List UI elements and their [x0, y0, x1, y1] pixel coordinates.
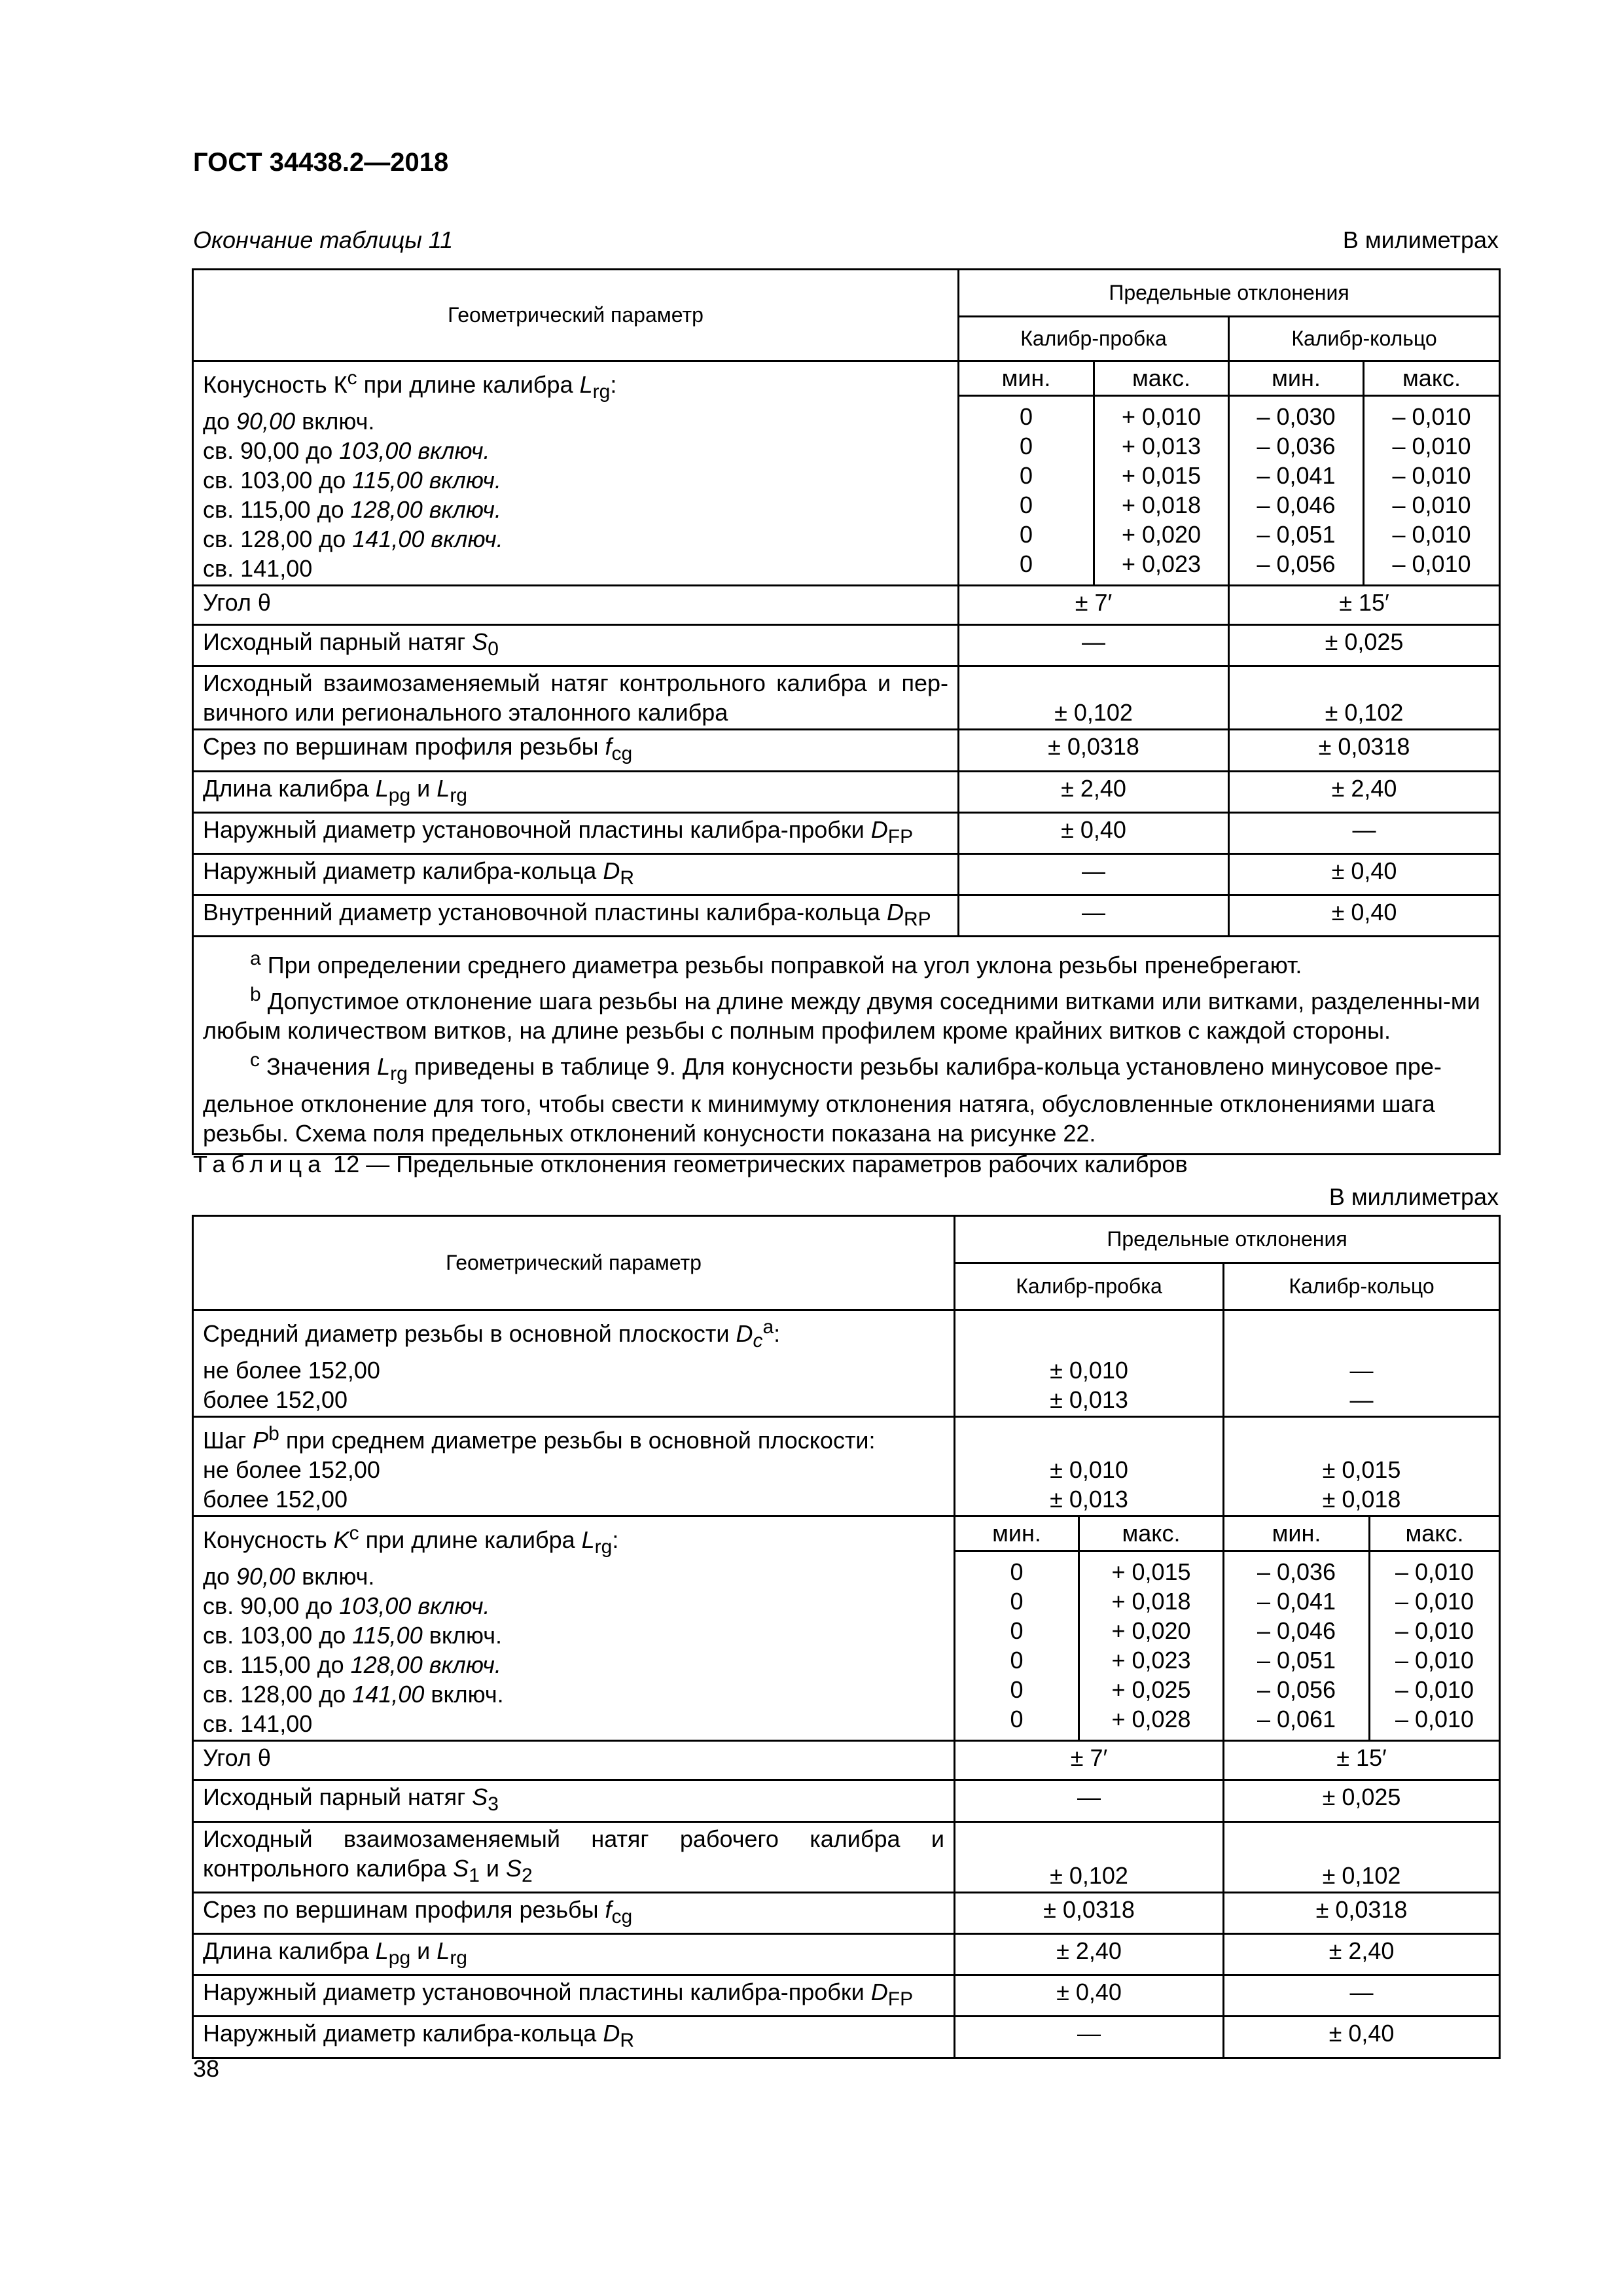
table11-units: В милиметрах: [1342, 226, 1499, 253]
row-dfp-plug: ± 0,40: [959, 812, 1229, 853]
header-ring-max: макс.: [1364, 361, 1500, 396]
taper-value: + 0,015: [1121, 462, 1202, 490]
page-number: 38: [193, 2055, 220, 2082]
taper-range-item: св. 103,00 до 115,00 включ.: [203, 467, 501, 494]
t12-pitch-label: Шаг $P^b$ при среднем диаметре резьбы в основной плоскости: не более 152,00 более 152,00: [193, 1417, 955, 1516]
taper-value: – 0,046: [1257, 492, 1336, 519]
interchange-word: рабочего: [679, 1825, 779, 1852]
table11-caption: Окончание таблицы 11: [193, 226, 454, 253]
taper-value: + 0,020: [1111, 1617, 1191, 1645]
taper-value: – 0,036: [1257, 433, 1336, 460]
taper-value: + 0,028: [1111, 1706, 1191, 1733]
t12-row-interchange-label: Исходный взаимозаменяемый натяг рабочего калибра и контрольного калибра $S_1$ и $S_2$: [193, 1821, 955, 1892]
table11-footnotes: [193, 937, 1500, 1154]
row-angle-ring: ± 15′: [1229, 586, 1500, 625]
taper-value: + 0,025: [1111, 1676, 1191, 1704]
taper-value: – 0,010: [1392, 550, 1471, 578]
taper-value: 0: [1019, 550, 1033, 578]
row-dr-plug: —: [959, 853, 1229, 895]
t12-taper-ring-min: [1224, 1551, 1370, 1741]
taper-plug-min: [959, 396, 1094, 586]
taper-value: – 0,056: [1257, 550, 1336, 578]
taper-label-cell: [193, 361, 959, 586]
row-angle-plug: ± 7′: [959, 586, 1229, 625]
t12-pitch-ring: ± 0,015 ± 0,018: [1224, 1417, 1500, 1516]
table12: [192, 1215, 1501, 2059]
t12-pitch-diameter-label: Средний диаметр резьбы в основной плоскости $D_c^a$: не более 152,00 более 152,00: [193, 1310, 955, 1417]
t12-header-ring-min: мин.: [1224, 1516, 1370, 1551]
t12-header-plug-max: макс.: [1079, 1516, 1224, 1551]
taper-value: – 0,010: [1395, 1558, 1474, 1586]
header-ring: Калибр-кольцо: [1229, 317, 1500, 361]
taper-value: + 0,010: [1121, 403, 1202, 431]
taper-value: – 0,010: [1395, 1676, 1474, 1704]
taper-value: 0: [1010, 1647, 1024, 1674]
taper-value: – 0,010: [1395, 1617, 1474, 1645]
interchange-word: Исходный: [203, 1825, 313, 1852]
taper-value: – 0,010: [1392, 403, 1471, 431]
taper-range-item: св. 90,00 до 103,00 включ.: [203, 1592, 490, 1620]
taper-plug-max: [1094, 396, 1229, 586]
taper-range-item: до 90,00 включ.: [203, 408, 375, 435]
t12-row-length-plug: ± 2,40: [955, 1933, 1224, 1975]
t12-header-limits: Предельные отклонения: [955, 1216, 1500, 1263]
row-dfp-label: Наружный диаметр установочной пластины калибра-пробки $D_{FP}$: [193, 812, 959, 853]
t12-row-fcg-ring: ± 0,0318: [1224, 1892, 1500, 1933]
t12-row-dfp-plug: ± 0,40: [955, 1975, 1224, 2017]
interchange-word: и: [931, 1825, 944, 1852]
taper-value: 0: [1010, 1706, 1024, 1733]
t12-row-interchange-plug: ± 0,102: [955, 1821, 1224, 1892]
t12-header-ring-max: макс.: [1370, 1516, 1500, 1551]
t12-header-ring: Калибр-кольцо: [1224, 1263, 1500, 1310]
taper-value: – 0,010: [1395, 1647, 1474, 1674]
header-param: Геометрический параметр: [193, 270, 959, 361]
t12-header-param: Геометрический параметр: [193, 1216, 955, 1310]
taper-ring-max: [1364, 396, 1500, 586]
header-plug: Калибр-пробка: [959, 317, 1229, 361]
t12-row-interchange-ring: ± 0,102: [1224, 1821, 1500, 1892]
table11: [192, 268, 1501, 1155]
taper-value: – 0,041: [1257, 462, 1336, 490]
taper-value: – 0,046: [1257, 1617, 1336, 1645]
taper-ring-min: [1229, 396, 1364, 586]
t12-pitch-plug: ± 0,010 ± 0,013: [955, 1417, 1224, 1516]
t12-taper-ring-max: [1370, 1551, 1500, 1741]
taper-value: 0: [1019, 462, 1033, 490]
t12-pitch-diameter-plug: ± 0,010 ± 0,013: [955, 1310, 1224, 1417]
taper-range-item: св. 128,00 до 141,00 включ.: [203, 1681, 504, 1708]
table12-units: В миллиметрах: [1329, 1183, 1499, 1210]
t12-header-plug-min: мин.: [955, 1516, 1079, 1551]
row-interchange-label: Исходный взаимозаменяемый натяг контрольного калибра и пер- вичного или регионального эталонного калибра: [193, 666, 959, 730]
interchange-word: взаимозаменяемый: [343, 1825, 561, 1852]
taper-ranges: [203, 406, 948, 583]
footnote-b: $^b$ Допустимое отклонение шага резьбы на длине между двумя соседними витками или витками, разделенны-ми любым количеством витков, на длине резьбы с полным профилем кроме крайних витков с каждой стороны.: [203, 984, 1480, 1045]
t12-row-length-ring: ± 2,40: [1224, 1933, 1500, 1975]
row-s0-plug: —: [959, 625, 1229, 666]
header-plug-min: мин.: [959, 361, 1094, 396]
taper-value: + 0,018: [1111, 1588, 1191, 1615]
taper-range-item: св. 115,00 до 128,00 включ.: [203, 496, 501, 524]
taper-value: 0: [1019, 521, 1033, 548]
t12-taper-plug-min: [955, 1551, 1079, 1741]
table11-caption-row: [193, 226, 1499, 254]
row-fcg-ring: ± 0,0318: [1229, 730, 1500, 771]
taper-value: – 0,061: [1257, 1706, 1336, 1733]
taper-value: 0: [1019, 492, 1033, 519]
row-length-label: Длина калибра $L_{pg}$ и $L_{rg}$: [193, 771, 959, 812]
taper-value: 0: [1010, 1558, 1024, 1586]
table12-title: Таблица 12 — Предельные отклонения геометрических параметров рабочих калибров: [193, 1151, 1188, 1177]
row-angle-label: Угол θ: [193, 586, 959, 625]
standard-header: ГОСТ 34438.2—2018: [193, 148, 449, 177]
t12-row-length-label: Длина калибра $L_{pg}$ и $L_{rg}$: [193, 1933, 955, 1975]
row-dr-ring: ± 0,40: [1229, 853, 1500, 895]
taper-range-item: св. 141,00: [203, 555, 313, 583]
t12-row-dr-label: Наружный диаметр калибра-кольца $D_R$: [193, 2017, 955, 2058]
t12-header-plug: Калибр-пробка: [955, 1263, 1224, 1310]
taper-value: + 0,023: [1111, 1647, 1191, 1674]
taper-label: Конусность $К^c$ при длине калибра $L_{rg}$:: [203, 367, 617, 403]
t12-row-angle-plug: ± 7′: [955, 1741, 1224, 1780]
t12-pitch-diameter-ring: — —: [1224, 1310, 1500, 1417]
t12-row-fcg-plug: ± 0,0318: [955, 1892, 1224, 1933]
taper-value: 0: [1010, 1617, 1024, 1645]
taper-range-item: св. 141,00: [203, 1710, 313, 1738]
footnote-a: $^a$ При определении среднего диаметра резьбы поправкой на угол уклона резьбы пренебрегают.: [250, 948, 1302, 979]
row-dfp-ring: —: [1229, 812, 1500, 853]
taper-value: – 0,036: [1257, 1558, 1336, 1586]
taper-value: – 0,010: [1395, 1706, 1474, 1733]
row-length-plug: ± 2,40: [959, 771, 1229, 812]
header-limits: Предельные отклонения: [959, 270, 1500, 317]
taper-value: 0: [1010, 1676, 1024, 1704]
t12-row-dr-plug: —: [955, 2017, 1224, 2058]
taper-value: – 0,010: [1392, 521, 1471, 548]
row-interchange-plug: ± 0,102: [959, 666, 1229, 730]
interchange-word: калибра: [810, 1825, 901, 1852]
taper-value: – 0,051: [1257, 521, 1336, 548]
t12-row-dfp-label: Наружный диаметр установочной пластины калибра-пробки $D_{FP}$: [193, 1975, 955, 2017]
row-dr-label: Наружный диаметр калибра-кольца $D_R$: [193, 853, 959, 895]
t12-taper-label: Конусность $K^c$ при длине калибра $L_{rg}$:: [203, 1522, 619, 1558]
row-fcg-label: Срез по вершинам профиля резьбы $f_{cg}$: [193, 730, 959, 771]
row-drp-ring: ± 0,40: [1229, 895, 1500, 937]
header-plug-max: макс.: [1094, 361, 1229, 396]
taper-value: 0: [1010, 1588, 1024, 1615]
taper-range-item: до 90,00 включ.: [203, 1563, 375, 1590]
row-interchange-ring: ± 0,102: [1229, 666, 1500, 730]
t12-row-s3-label: Исходный парный натяг $S_3$: [193, 1780, 955, 1821]
row-s0-label: Исходный парный натяг $S_0$: [193, 625, 959, 666]
taper-value: – 0,010: [1395, 1588, 1474, 1615]
row-drp-label: Внутренний диаметр установочной пластины калибра-кольца $D_{RP}$: [193, 895, 959, 937]
taper-value: – 0,010: [1392, 462, 1471, 490]
taper-value: + 0,015: [1111, 1558, 1191, 1586]
taper-value: 0: [1019, 433, 1033, 460]
taper-value: – 0,041: [1257, 1588, 1336, 1615]
taper-range-item: св. 128,00 до 141,00 включ.: [203, 526, 503, 553]
t12-row-s3-ring: ± 0,025: [1224, 1780, 1500, 1821]
taper-range-item: св. 90,00 до 103,00 включ.: [203, 437, 490, 465]
t12-row-s3-plug: —: [955, 1780, 1224, 1821]
taper-range-item: св. 115,00 до 128,00 включ.: [203, 1651, 501, 1679]
taper-value: – 0,030: [1257, 403, 1336, 431]
t12-row-dfp-ring: —: [1224, 1975, 1500, 2017]
taper-value: – 0,010: [1392, 492, 1471, 519]
taper-value: + 0,013: [1121, 433, 1202, 460]
t12-taper-label-cell: [193, 1516, 955, 1741]
taper-value: – 0,051: [1257, 1647, 1336, 1674]
t12-row-fcg-label: Срез по вершинам профиля резьбы $f_{cg}$: [193, 1892, 955, 1933]
taper-value: + 0,018: [1121, 492, 1202, 519]
t12-row-dr-ring: ± 0,40: [1224, 2017, 1500, 2058]
taper-range-item: св. 103,00 до 115,00 включ.: [203, 1622, 502, 1649]
t12-taper-plug-max: [1079, 1551, 1224, 1741]
t12-row-angle-ring: ± 15′: [1224, 1741, 1500, 1780]
t12-row-angle-label: Угол θ: [193, 1741, 955, 1780]
row-fcg-plug: ± 0,0318: [959, 730, 1229, 771]
row-drp-plug: —: [959, 895, 1229, 937]
interchange-word: натяг: [591, 1825, 649, 1852]
t12-taper-ranges: [203, 1562, 944, 1738]
row-length-ring: ± 2,40: [1229, 771, 1500, 812]
taper-value: – 0,056: [1257, 1676, 1336, 1704]
header-ring-min: мин.: [1229, 361, 1364, 396]
taper-value: + 0,023: [1121, 550, 1202, 578]
taper-value: – 0,010: [1392, 433, 1471, 460]
taper-value: + 0,020: [1121, 521, 1202, 548]
row-s0-ring: ± 0,025: [1229, 625, 1500, 666]
footnote-c: $^c$ Значения $L_{rg}$ приведены в таблице 9. Для конусности резьбы калибра-кольца установлено минусовое пре-дельное отклонение для того, чтобы свести к минимуму отклонения натяга, обусловленные отклонениями шага резьбы. Схема поля предельных отклонений конусности показана на рисунке 22.: [203, 1049, 1442, 1147]
taper-value: 0: [1019, 403, 1033, 431]
